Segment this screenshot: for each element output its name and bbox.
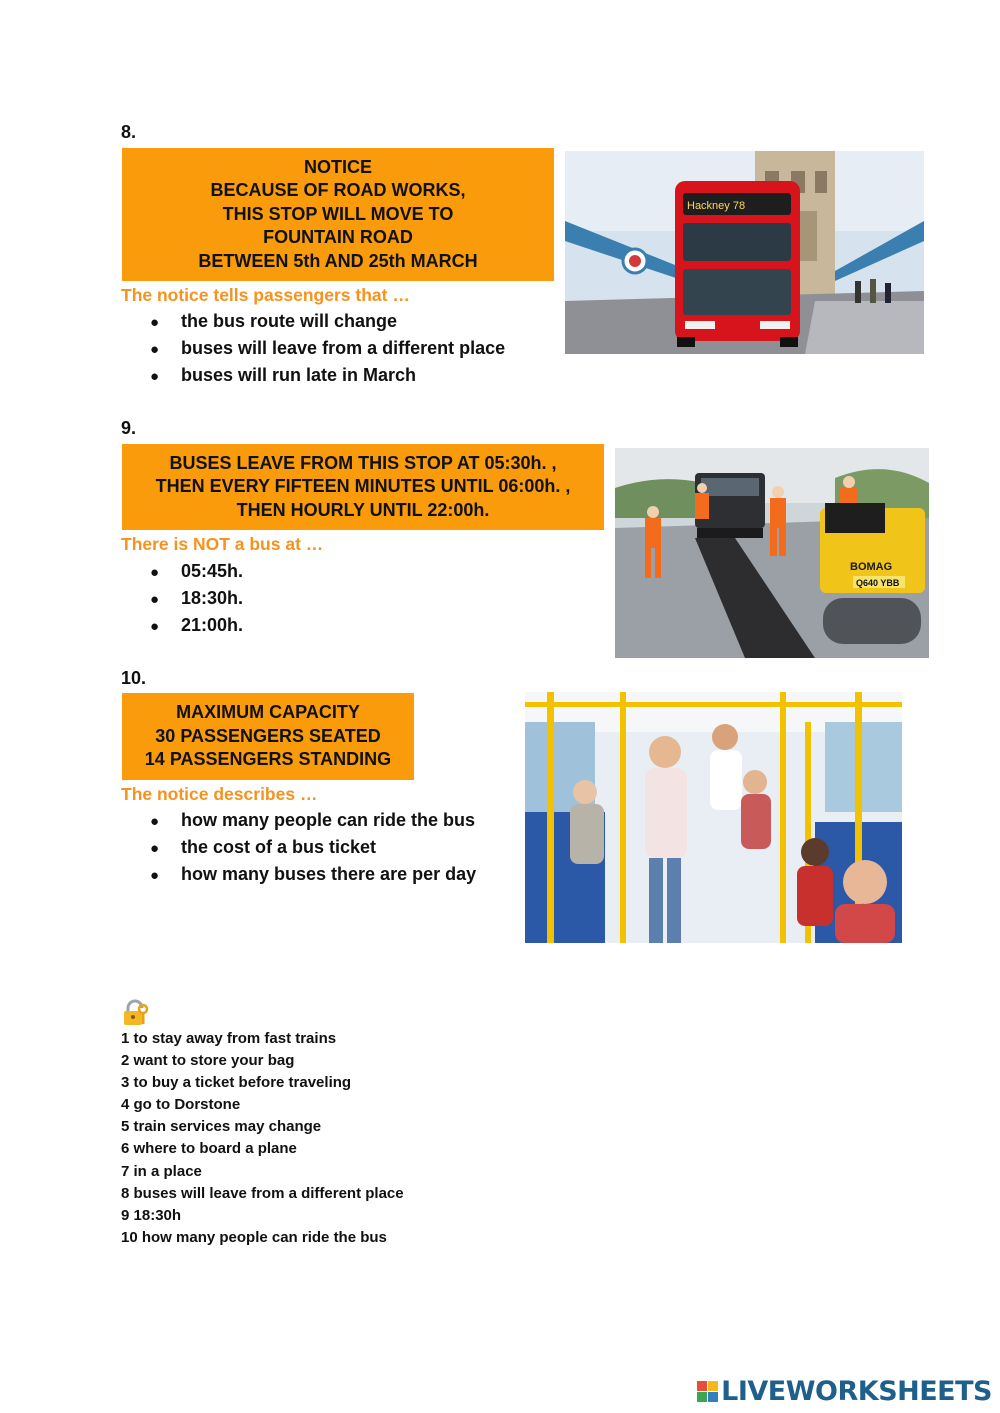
option-text: buses will run late in March bbox=[181, 365, 417, 385]
option-text: the bus route will change bbox=[181, 311, 398, 331]
bullet-icon: ● bbox=[150, 314, 160, 331]
brand-square bbox=[708, 1392, 718, 1402]
answer-key-item: 1 to stay away from fast trains bbox=[121, 1030, 337, 1047]
notice-line: BUSES LEAVE FROM THIS STOP AT 05:30h. , bbox=[169, 452, 557, 473]
option-text: how many buses there are per day bbox=[181, 864, 477, 884]
bullet-icon: ● bbox=[150, 591, 160, 608]
notice-line: BETWEEN 5th AND 25th MARCH bbox=[198, 250, 478, 271]
answer-option[interactable] bbox=[150, 807, 476, 834]
bullet-icon: ● bbox=[150, 341, 160, 358]
notice-line: 14 PASSENGERS STANDING bbox=[144, 749, 392, 770]
bus-interior-photo bbox=[525, 692, 902, 943]
question-prompt: The notice tells passengers that … bbox=[121, 285, 410, 305]
answer-option[interactable] bbox=[150, 308, 505, 335]
notice-line: MAXIMUM CAPACITY bbox=[176, 702, 360, 723]
notice-sign bbox=[122, 444, 604, 530]
question-number: 8. bbox=[121, 122, 137, 142]
answer-key-item: 10 how many people can ride the bus bbox=[121, 1228, 387, 1246]
answer-option[interactable] bbox=[150, 335, 505, 362]
answer-options bbox=[150, 807, 476, 888]
notice-line: FOUNTAIN ROAD bbox=[263, 227, 413, 248]
answer-option[interactable] bbox=[150, 861, 476, 888]
answer-key-list bbox=[121, 1028, 404, 1249]
roadworks-photo bbox=[615, 448, 929, 658]
bullet-icon: ● bbox=[150, 813, 160, 830]
answer-key-item: 6 where to board a plane bbox=[121, 1140, 297, 1158]
answer-options bbox=[150, 558, 243, 639]
option-text: the cost of a bus ticket bbox=[181, 837, 377, 857]
answer-option[interactable] bbox=[150, 585, 243, 612]
answer-option[interactable] bbox=[150, 558, 243, 585]
option-text: buses will leave from a different place bbox=[181, 338, 506, 358]
liveworksheets-mark-icon bbox=[697, 1381, 718, 1402]
answer-key-item: 7 in a place bbox=[121, 1162, 202, 1180]
answer-options bbox=[150, 308, 505, 389]
brand-name: LIVEWORKSHEETS bbox=[721, 1376, 992, 1407]
option-text: 05:45h. bbox=[181, 561, 244, 581]
notice-line: THEN EVERY FIFTEEN MINUTES UNTIL 06:00h. , bbox=[155, 476, 571, 497]
liveworksheets-logo[interactable] bbox=[697, 1376, 992, 1407]
answer-key-item: 2 want to store your bag bbox=[121, 1052, 295, 1070]
answer-key-item: 8 buses will leave from a different place bbox=[121, 1184, 404, 1202]
answer-option[interactable] bbox=[150, 834, 476, 861]
roller-plate-text: Q640 YBB bbox=[856, 578, 900, 588]
answer-key-item: 4 go to Dorstone bbox=[121, 1096, 241, 1114]
question-number: 10. bbox=[121, 668, 147, 688]
answer-option[interactable] bbox=[150, 362, 505, 389]
bullet-icon: ● bbox=[150, 618, 160, 635]
notice-line: THEN HOURLY UNTIL 22:00h. bbox=[236, 499, 490, 520]
bullet-icon: ● bbox=[150, 840, 160, 857]
option-text: 21:00h. bbox=[181, 615, 244, 635]
option-text: how many people can ride the bus bbox=[181, 810, 476, 830]
answer-key-item: 5 train services may change bbox=[121, 1118, 322, 1136]
notice-sign bbox=[122, 148, 554, 281]
question-prompt: The notice describes … bbox=[121, 784, 318, 804]
bullet-icon: ● bbox=[150, 368, 160, 385]
lock-with-key-icon bbox=[121, 999, 149, 1027]
notice-sign bbox=[122, 693, 414, 780]
roller-brand-text: BOMAG bbox=[850, 561, 893, 573]
answer-key-item: 3 to buy a ticket before traveling bbox=[121, 1074, 352, 1092]
option-text: 18:30h. bbox=[181, 588, 244, 608]
notice-line: 30 PASSENGERS SEATED bbox=[155, 725, 381, 746]
bullet-icon: ● bbox=[150, 867, 160, 884]
brand-square bbox=[697, 1392, 707, 1402]
notice-line: NOTICE bbox=[303, 156, 372, 177]
answer-option[interactable] bbox=[150, 612, 243, 639]
notice-line: THIS STOP WILL MOVE TO bbox=[222, 203, 454, 224]
question-number: 9. bbox=[121, 418, 137, 438]
brand-square bbox=[697, 1381, 707, 1391]
bus-destination-text: Hackney 78 bbox=[687, 200, 746, 212]
answer-key-item: 9 18:30h bbox=[121, 1206, 182, 1224]
notice-line: BECAUSE OF ROAD WORKS, bbox=[210, 180, 466, 201]
bullet-icon: ● bbox=[150, 564, 160, 581]
bus-photo bbox=[565, 151, 924, 354]
brand-square bbox=[708, 1381, 718, 1391]
question-prompt: There is NOT a bus at … bbox=[121, 534, 324, 554]
